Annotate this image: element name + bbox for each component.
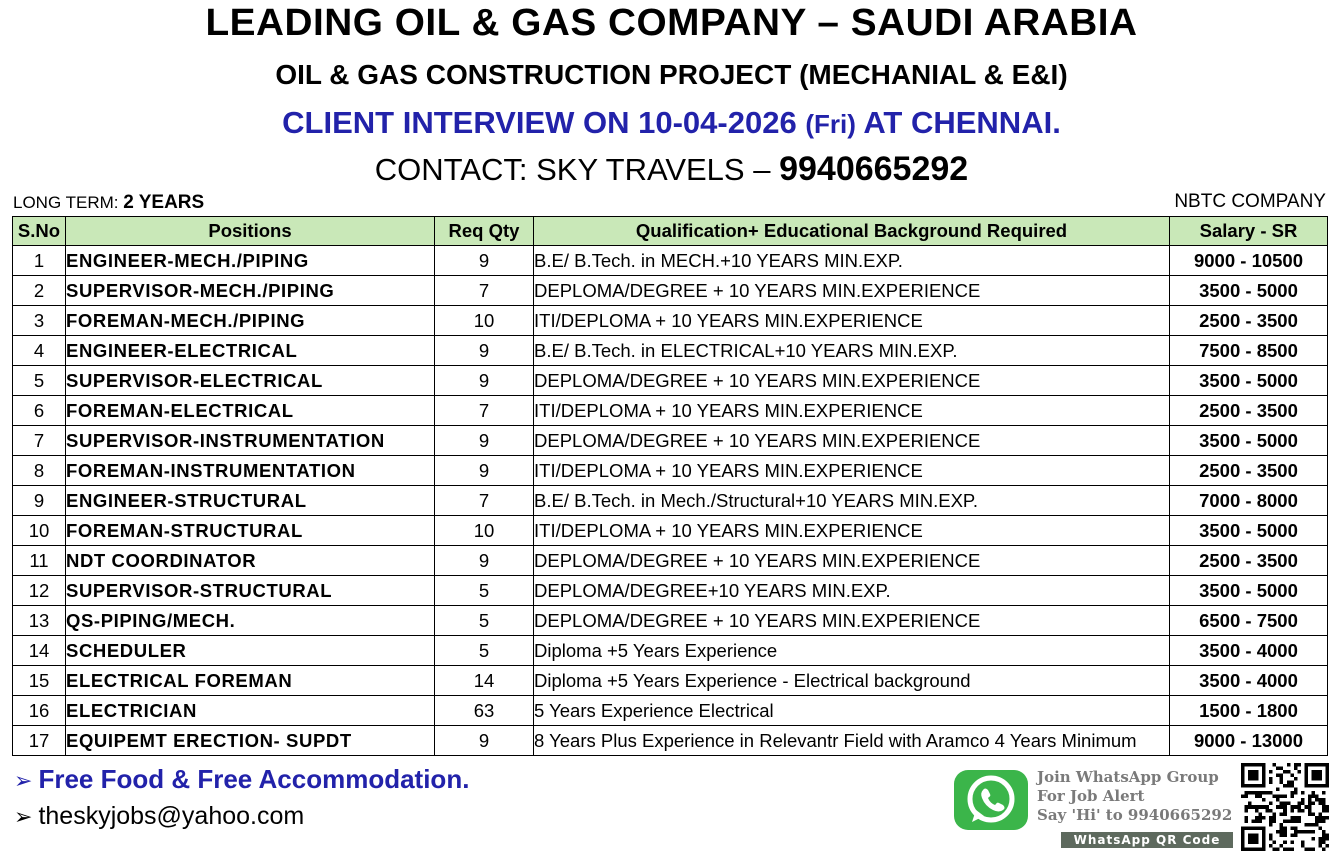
cell-position: FOREMAN-STRUCTURAL xyxy=(66,516,435,546)
cell-position: SUPERVISOR-MECH./PIPING xyxy=(66,276,435,306)
cell-req-qty: 7 xyxy=(435,276,534,306)
contact-line xyxy=(0,150,1343,189)
whatsapp-say-hi-text: Say 'Hi' to 9940665292 xyxy=(1037,806,1233,824)
cell-req-qty: 9 xyxy=(435,456,534,486)
cell-qualification: Diploma +5 Years Experience - Electrical background xyxy=(534,666,1170,696)
table-row xyxy=(13,726,1328,756)
table-row xyxy=(13,396,1328,426)
cell-salary: 3500 - 4000 xyxy=(1170,636,1328,666)
cell-sno: 1 xyxy=(13,246,66,276)
interview-day: (Fri) xyxy=(805,109,856,139)
cell-req-qty: 9 xyxy=(435,426,534,456)
cell-salary: 2500 - 3500 xyxy=(1170,456,1328,486)
cell-req-qty: 7 xyxy=(435,396,534,426)
cell-req-qty: 7 xyxy=(435,486,534,516)
cell-req-qty: 14 xyxy=(435,666,534,696)
page-title: LEADING OIL & GAS COMPANY – SAUDI ARABIA xyxy=(205,2,1138,44)
cell-sno: 16 xyxy=(13,696,66,726)
cell-position: ENGINEER-ELECTRICAL xyxy=(66,336,435,366)
table-row xyxy=(13,486,1328,516)
cell-req-qty: 10 xyxy=(435,306,534,336)
cell-salary: 3500 - 5000 xyxy=(1170,516,1328,546)
benefits-line xyxy=(14,764,469,795)
cell-position: SUPERVISOR-STRUCTURAL xyxy=(66,576,435,606)
cell-position: SUPERVISOR-INSTRUMENTATION xyxy=(66,426,435,456)
whatsapp-join-text: Join WhatsApp Group xyxy=(1037,768,1219,786)
cell-position: SCHEDULER xyxy=(66,636,435,666)
cell-req-qty: 9 xyxy=(435,726,534,756)
positions-table xyxy=(12,216,1328,756)
cell-req-qty: 9 xyxy=(435,336,534,366)
cell-position: ENGINEER-MECH./PIPING xyxy=(66,246,435,276)
cell-salary: 7000 - 8000 xyxy=(1170,486,1328,516)
cell-sno: 13 xyxy=(13,606,66,636)
long-term-value: 2 YEARS xyxy=(123,192,205,213)
header-positions: Positions xyxy=(66,217,435,246)
cell-sno: 3 xyxy=(13,306,66,336)
cell-req-qty: 10 xyxy=(435,516,534,546)
cell-salary: 3500 - 5000 xyxy=(1170,366,1328,396)
cell-sno: 14 xyxy=(13,636,66,666)
header-qualification: Qualification+ Educational Background Required xyxy=(534,217,1170,246)
cell-qualification: ITI/DEPLOMA + 10 YEARS MIN.EXPERIENCE xyxy=(534,306,1170,336)
table-row xyxy=(13,636,1328,666)
table-row xyxy=(13,696,1328,726)
cell-qualification: ITI/DEPLOMA + 10 YEARS MIN.EXPERIENCE xyxy=(534,516,1170,546)
table-row xyxy=(13,366,1328,396)
cell-sno: 11 xyxy=(13,546,66,576)
whatsapp-icon xyxy=(954,770,1028,830)
whatsapp-banner[interactable] xyxy=(951,766,1233,848)
cell-sno: 10 xyxy=(13,516,66,546)
cell-sno: 15 xyxy=(13,666,66,696)
header-salary: Salary - SR xyxy=(1170,217,1328,246)
cell-position: EQUIPEMT ERECTION- SUPDT xyxy=(66,726,435,756)
table-row xyxy=(13,576,1328,606)
cell-qualification: DEPLOMA/DEGREE + 10 YEARS MIN.EXPERIENCE xyxy=(534,546,1170,576)
cell-req-qty: 63 xyxy=(435,696,534,726)
cell-position: ELECTRICIAN xyxy=(66,696,435,726)
header-req-qty: Req Qty xyxy=(435,217,534,246)
long-term-info xyxy=(13,192,204,214)
cell-req-qty: 9 xyxy=(435,246,534,276)
header-sno: S.No xyxy=(13,217,66,246)
long-term-label: LONG TERM: xyxy=(13,193,119,212)
cell-sno: 2 xyxy=(13,276,66,306)
cell-salary: 2500 - 3500 xyxy=(1170,546,1328,576)
cell-qualification: B.E/ B.Tech. in Mech./Structural+10 YEARS MIN.EXP. xyxy=(534,486,1170,516)
table-row xyxy=(13,516,1328,546)
cell-qualification: DEPLOMA/DEGREE + 10 YEARS MIN.EXPERIENCE xyxy=(534,426,1170,456)
arrow-icon: ➢ xyxy=(14,804,33,829)
contact-label: CONTACT: SKY TRAVELS – xyxy=(374,152,771,187)
cell-salary: 6500 - 7500 xyxy=(1170,606,1328,636)
cell-position: QS-PIPING/MECH. xyxy=(66,606,435,636)
cell-req-qty: 9 xyxy=(435,366,534,396)
cell-qualification: DEPLOMA/DEGREE + 10 YEARS MIN.EXPERIENCE xyxy=(534,366,1170,396)
table-row xyxy=(13,276,1328,306)
cell-position: FOREMAN-ELECTRICAL xyxy=(66,396,435,426)
cell-salary: 7500 - 8500 xyxy=(1170,336,1328,366)
cell-sno: 8 xyxy=(13,456,66,486)
whatsapp-qr-label: WhatsApp QR Code xyxy=(1061,832,1233,848)
cell-position: FOREMAN-MECH./PIPING xyxy=(66,306,435,336)
project-subtitle: OIL & GAS CONSTRUCTION PROJECT (MECHANIAL & E&I) xyxy=(275,59,1068,90)
cell-salary: 3500 - 5000 xyxy=(1170,426,1328,456)
cell-qualification: DEPLOMA/DEGREE + 10 YEARS MIN.EXPERIENCE xyxy=(534,606,1170,636)
interview-date: CLIENT INTERVIEW ON 10-04-2026 xyxy=(282,105,797,140)
cell-sno: 12 xyxy=(13,576,66,606)
email-link[interactable]: theskyjobs@yahoo.com xyxy=(38,802,305,830)
cell-req-qty: 9 xyxy=(435,546,534,576)
cell-qualification: Diploma +5 Years Experience xyxy=(534,636,1170,666)
cell-position: ELECTRICAL FOREMAN xyxy=(66,666,435,696)
table-row xyxy=(13,426,1328,456)
table-row xyxy=(13,246,1328,276)
table-row xyxy=(13,456,1328,486)
cell-sno: 17 xyxy=(13,726,66,756)
cell-qualification: B.E/ B.Tech. in ELECTRICAL+10 YEARS MIN.EXP. xyxy=(534,336,1170,366)
whatsapp-alert-text: For Job Alert xyxy=(1037,787,1145,805)
table-row xyxy=(13,666,1328,696)
interview-line xyxy=(0,105,1343,141)
cell-salary: 2500 - 3500 xyxy=(1170,396,1328,426)
cell-salary: 1500 - 1800 xyxy=(1170,696,1328,726)
cell-sno: 6 xyxy=(13,396,66,426)
cell-sno: 4 xyxy=(13,336,66,366)
cell-salary: 9000 - 10500 xyxy=(1170,246,1328,276)
cell-qualification: DEPLOMA/DEGREE + 10 YEARS MIN.EXPERIENCE xyxy=(534,276,1170,306)
cell-req-qty: 5 xyxy=(435,606,534,636)
cell-qualification: 5 Years Experience Electrical xyxy=(534,696,1170,726)
cell-position: NDT COORDINATOR xyxy=(66,546,435,576)
cell-sno: 5 xyxy=(13,366,66,396)
arrow-icon: ➢ xyxy=(14,768,33,793)
cell-req-qty: 5 xyxy=(435,636,534,666)
cell-qualification: 8 Years Plus Experience in Relevantr Field with Aramco 4 Years Minimum xyxy=(534,726,1170,756)
cell-qualification: B.E/ B.Tech. in MECH.+10 YEARS MIN.EXP. xyxy=(534,246,1170,276)
cell-salary: 3500 - 4000 xyxy=(1170,666,1328,696)
cell-salary: 3500 - 5000 xyxy=(1170,276,1328,306)
table-row xyxy=(13,336,1328,366)
cell-req-qty: 5 xyxy=(435,576,534,606)
cell-salary: 3500 - 5000 xyxy=(1170,576,1328,606)
cell-qualification: DEPLOMA/DEGREE+10 YEARS MIN.EXP. xyxy=(534,576,1170,606)
cell-position: FOREMAN-INSTRUMENTATION xyxy=(66,456,435,486)
company-name: NBTC COMPANY xyxy=(1174,191,1326,212)
cell-position: SUPERVISOR-ELECTRICAL xyxy=(66,366,435,396)
cell-salary: 9000 - 13000 xyxy=(1170,726,1328,756)
interview-location: AT CHENNAI. xyxy=(863,105,1061,140)
contact-phone: 9940665292 xyxy=(779,150,969,188)
table-row xyxy=(13,546,1328,576)
benefits-text: Free Food & Free Accommodation. xyxy=(38,764,470,794)
cell-position: ENGINEER-STRUCTURAL xyxy=(66,486,435,516)
cell-salary: 2500 - 3500 xyxy=(1170,306,1328,336)
cell-qualification: ITI/DEPLOMA + 10 YEARS MIN.EXPERIENCE xyxy=(534,456,1170,486)
table-header-row xyxy=(13,217,1328,246)
cell-sno: 9 xyxy=(13,486,66,516)
cell-qualification: ITI/DEPLOMA + 10 YEARS MIN.EXPERIENCE xyxy=(534,396,1170,426)
qr-code-icon[interactable] xyxy=(1241,763,1329,851)
cell-sno: 7 xyxy=(13,426,66,456)
table-row xyxy=(13,306,1328,336)
email-line xyxy=(14,802,304,831)
table-row xyxy=(13,606,1328,636)
